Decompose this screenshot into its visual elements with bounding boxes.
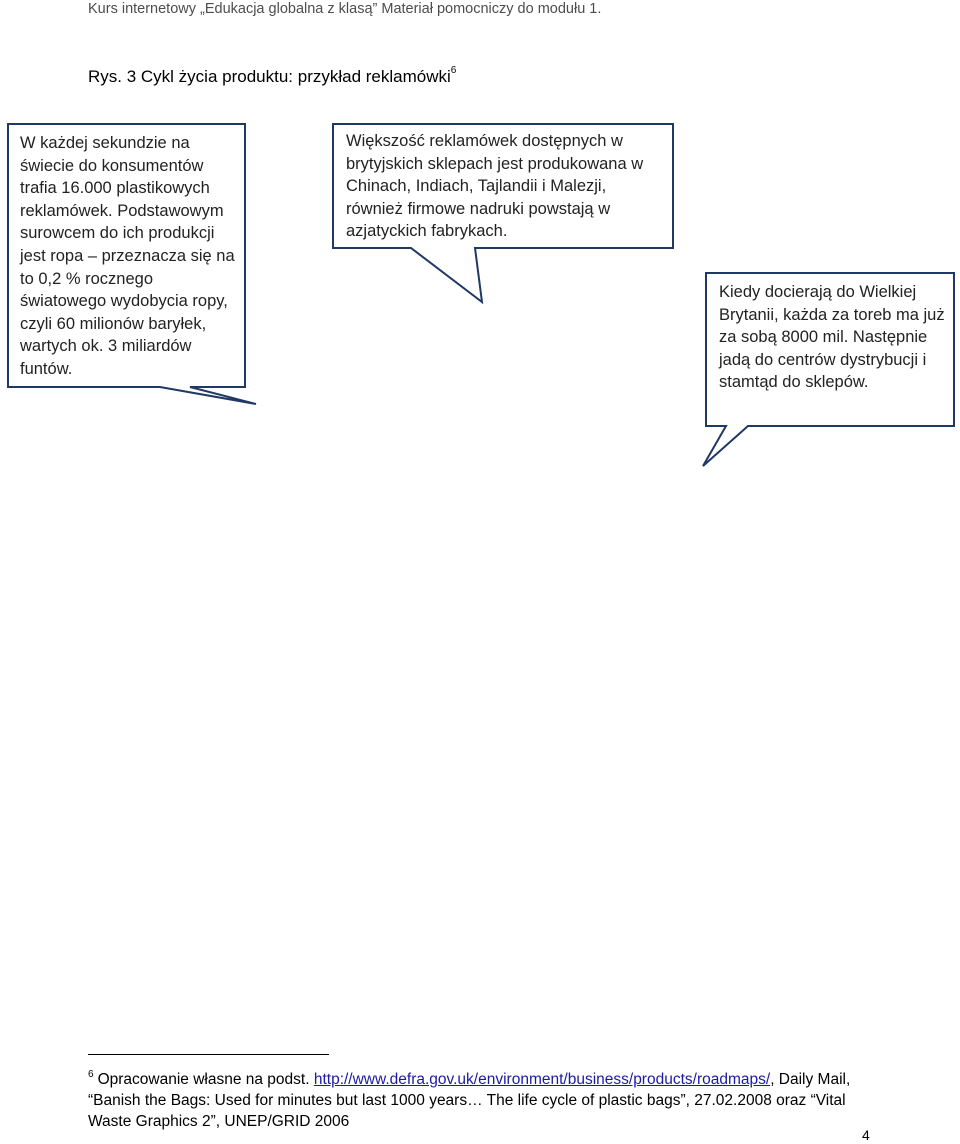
callout-text-distribution: Kiedy docierają do Wielkiej Brytanii, każda za toreb ma już za sobą 8000 mil. Następnie jadą do centrów dystrybucji i stamtąd do sklepów. bbox=[719, 283, 945, 392]
page-header: Kurs internetowy „Edukacja globalna z klasą” Materiał pomocniczy do modułu 1. bbox=[88, 1, 602, 17]
callout-text-production: Większość reklamówek dostępnych w brytyjskich sklepach jest produkowana w Chinach, Indiach, Tajlandii i Malezji, również firmowe nadruki powstają w azjatyckich fabrykach. bbox=[346, 132, 644, 241]
footnote-number: 6 bbox=[88, 1069, 94, 1080]
footnote-reference[interactable]: 6 bbox=[450, 65, 457, 76]
footnote bbox=[88, 1064, 888, 1132]
figure-title-text: Rys. 3 Cykl życia produktu: przykład reklamówki bbox=[88, 67, 451, 86]
page-number: 4 bbox=[862, 1127, 870, 1143]
footnote-separator bbox=[88, 1054, 329, 1055]
callout-text-oil: W każdej sekundzie na świecie do konsumentów trafia 16.000 plastikowych reklamówek. Podstawowym surowcem do ich produkcji jest ropa – przeznacza się na to 0,2 % rocznego światowego wydobycia ropy, czyli 60 milionów baryłek, wartych ok. 3 miliardów funtów. bbox=[20, 134, 235, 378]
footnote-source-link[interactable]: http://www.defra.gov.uk/environment/business/products/roadmaps/ bbox=[313, 1071, 771, 1088]
footnote-source-rest: , Daily Mail, “Banish the Bags: Used for minutes but last 1000 years… The life cycle of plastic bags”, 27.02.2008 oraz “Vital Waste Graphics 2”, UNEP/GRID 2006 bbox=[88, 1071, 851, 1130]
footnote-source-prefix: Opracowanie własne na podst. bbox=[97, 1071, 310, 1088]
